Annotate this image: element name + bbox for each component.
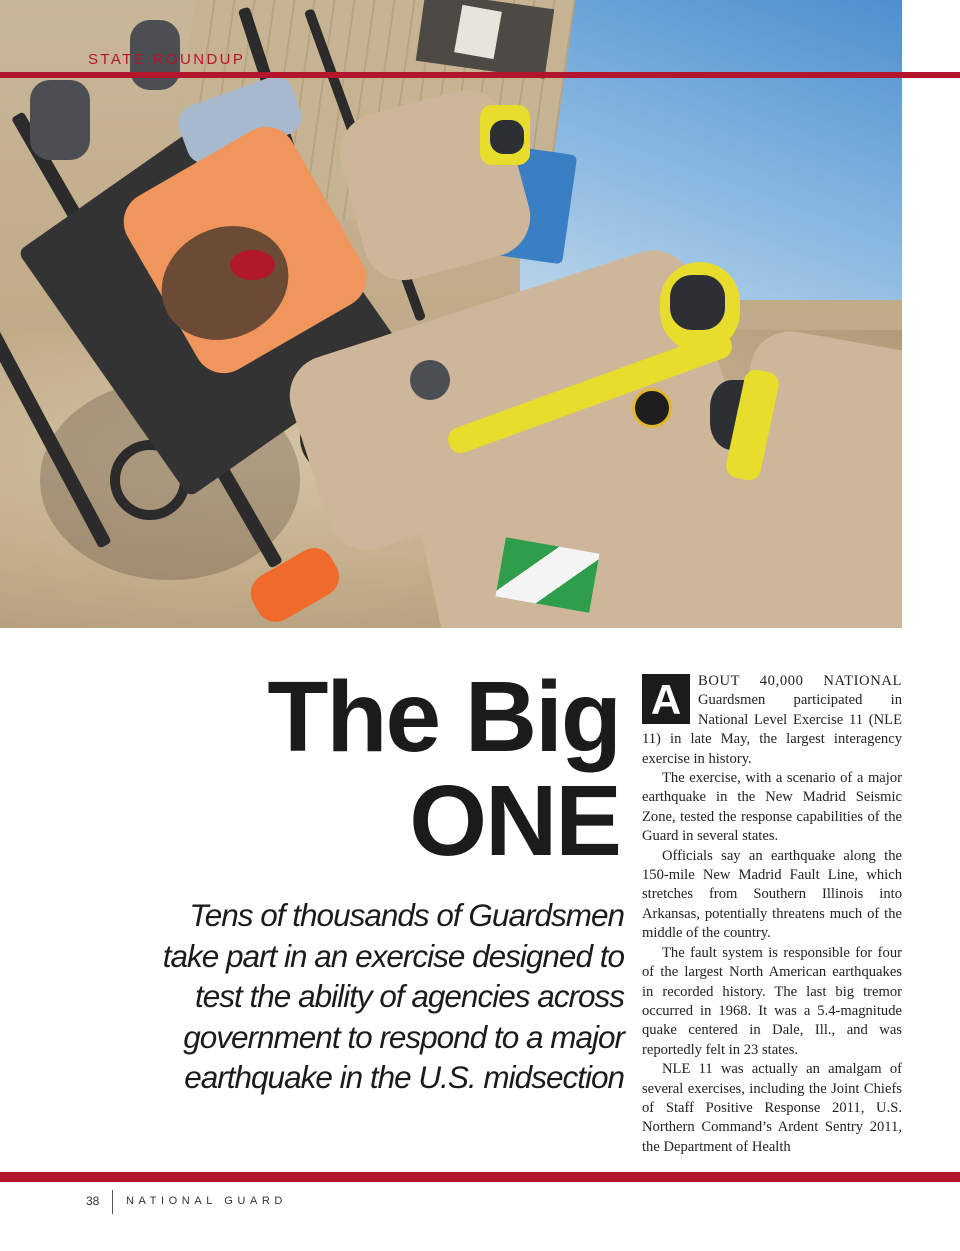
paragraph-1 [642, 672, 902, 769]
shoulder-patch [632, 388, 672, 428]
door-sign [454, 5, 502, 59]
paragraph-1-lead: BOUT 40,000 NATIONAL [698, 673, 902, 689]
article-body [642, 672, 902, 1162]
headline-line-2: ONE [409, 765, 620, 877]
patient-wound [230, 250, 275, 280]
drop-cap: A [642, 674, 690, 724]
publication-name: NATIONAL GUARD [126, 1195, 287, 1207]
glove [410, 360, 450, 400]
visor-main [670, 275, 725, 330]
sky [520, 0, 902, 300]
headline [180, 661, 620, 877]
paragraph-3: Officials say an earthquake along the 150-mile New Madrid Fault Line, which stretches from Southern Illinois into Arkansas, potentially threatens much of the middle of the country. [642, 847, 902, 942]
paragraph-1-text: Guardsmen participated in National Level Exercise 11 (NLE 11) in late May, the largest interagency exercise in history. [642, 692, 902, 767]
headline-line-1: The Big [267, 661, 620, 773]
article-photo [0, 0, 902, 628]
footer-divider [112, 1190, 113, 1214]
paragraph-5: NLE 11 was actually an amalgam of several exercises, including the Joint Chiefs of Staff Positive Response 2011, U.S. Northern Command’s Ardent Sentry 2011, the Department of Health [642, 1061, 902, 1155]
visor-back [490, 120, 524, 154]
glove [30, 80, 90, 160]
footer-rule [0, 1172, 960, 1182]
header-rule [0, 72, 960, 78]
paragraph-2: The exercise, with a scenario of a major earthquake in the New Madrid Seismic Zone, tested the response capabilities of the Guard in several states. [642, 770, 902, 845]
page-number: 38 [86, 1194, 100, 1208]
subhead: Tens of thousands of Guardsmen take part in an exercise designed to test the ability of agencies across government to respond to a major earthquake in the U.S. midsection [162, 897, 624, 1095]
section-label: STATE ROUNDUP [88, 51, 246, 68]
paragraph-4: The fault system is responsible for four of the largest North American earthquakes in recorded history. The last big tremor occurred in 1968. It was a 5.4-magnitude quake centered in Dale, Ill., and was reportedly felt in 23 states. [642, 944, 902, 1058]
